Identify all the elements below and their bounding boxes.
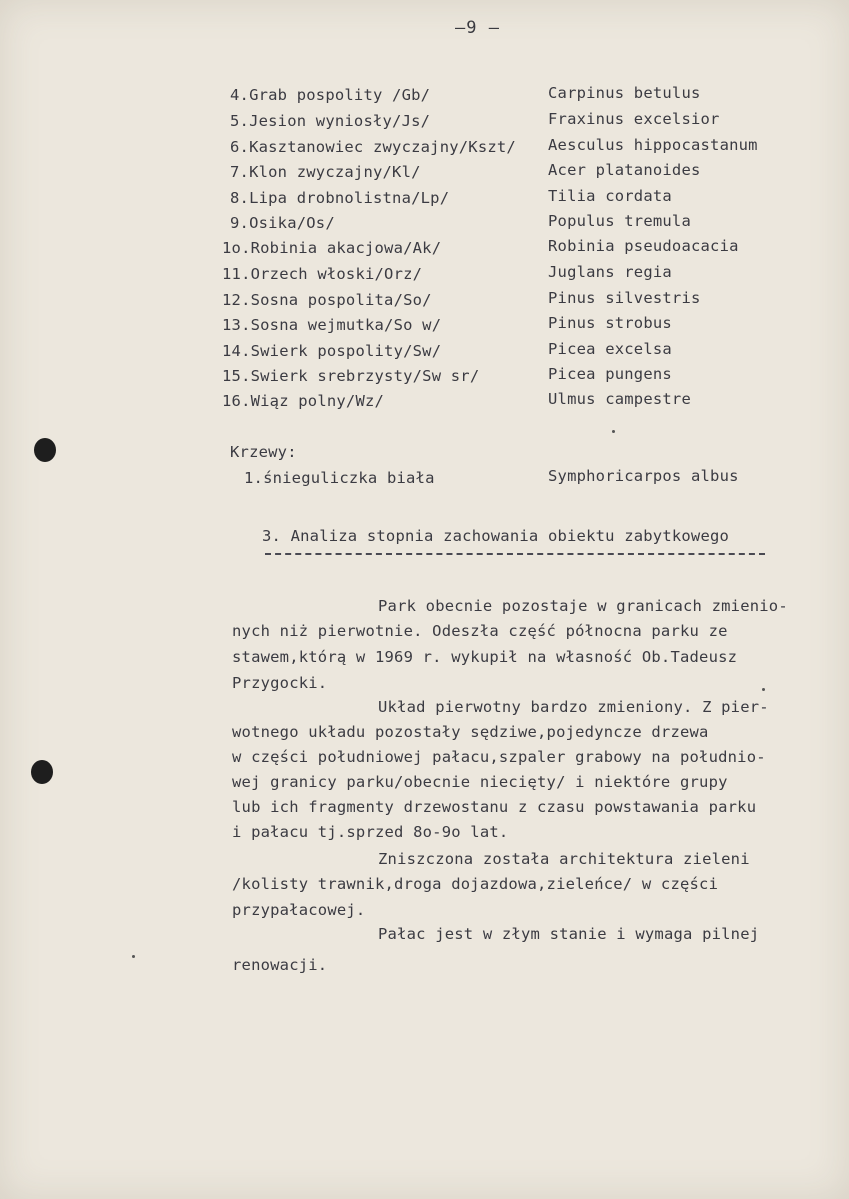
punch-hole xyxy=(34,438,56,462)
species-name: 11.Orzech włoski/Orz/ xyxy=(222,265,423,283)
paragraph-line: stawem,którą w 1969 r. wykupił na własność Ob.Tadeusz xyxy=(232,648,738,666)
paragraph-line: przypałacowej. xyxy=(232,901,366,919)
section-title: 3. Analiza stopnia zachowania obiektu zabytkowego xyxy=(262,527,730,545)
species-name: 4.Grab pospolity /Gb/ xyxy=(230,86,431,104)
species-latin: Carpinus betulus xyxy=(548,84,701,102)
species-latin: Pinus silvestris xyxy=(548,289,701,307)
paper-speck xyxy=(132,955,135,958)
shrub-name: 1.śnieguliczka biała xyxy=(244,469,435,487)
species-latin: Picea pungens xyxy=(548,365,672,383)
species-latin: Robinia pseudoacacia xyxy=(548,237,739,255)
paragraph-line: Układ pierwotny bardzo zmieniony. Z pier- xyxy=(378,698,769,716)
species-name: 7.Klon zwyczajny/Kl/ xyxy=(230,163,421,181)
paragraph-line: /kolisty trawnik,droga dojazdowa,zieleńce/ w części xyxy=(232,875,719,893)
paragraph-line: wotnego układu pozostały sędziwe,pojedyncze drzewa xyxy=(232,723,709,741)
paragraph-line: Pałac jest w złym stanie i wymaga pilnej xyxy=(378,925,760,943)
title-underline xyxy=(265,553,765,555)
punch-hole xyxy=(31,760,53,784)
shrub-latin: Symphoricarpos albus xyxy=(548,467,739,485)
page-number: —9 — xyxy=(455,18,500,38)
species-latin: Ulmus campestre xyxy=(548,390,691,408)
shrubs-heading: Krzewy: xyxy=(230,443,297,461)
paragraph-line: i pałacu tj.sprzed 8o-9o lat. xyxy=(232,823,509,841)
species-name: 5.Jesion wyniosły/Js/ xyxy=(230,112,431,130)
species-name: 1o.Robinia akacjowa/Ak/ xyxy=(222,239,442,257)
species-name: 9.Osika/Os/ xyxy=(230,214,335,232)
paragraph-line: Park obecnie pozostaje w granicach zmienio- xyxy=(378,597,788,615)
species-latin: Populus tremula xyxy=(548,212,691,230)
paragraph-line: lub ich fragmenty drzewostanu z czasu powstawania parku xyxy=(232,798,757,816)
species-name: 14.Swierk pospolity/Sw/ xyxy=(222,342,442,360)
paragraph-line: wej granicy parku/obecnie niecięty/ i niektóre grupy xyxy=(232,773,728,791)
species-latin: Pinus strobus xyxy=(548,314,672,332)
species-name: 6.Kasztanowiec zwyczajny/Kszt/ xyxy=(230,138,516,156)
paragraph-line: Przygocki. xyxy=(232,674,328,692)
species-latin: Acer platanoides xyxy=(548,161,701,179)
species-latin: Fraxinus excelsior xyxy=(548,110,720,128)
species-name: 13.Sosna wejmutka/So w/ xyxy=(222,316,442,334)
paragraph-line: w części południowej pałacu,szpaler grabowy na południo- xyxy=(232,748,766,766)
species-name: 15.Swierk srebrzysty/Sw sr/ xyxy=(222,367,480,385)
species-name: 16.Wiąz polny/Wz/ xyxy=(222,392,385,410)
species-name: 12.Sosna pospolita/So/ xyxy=(222,291,432,309)
species-latin: Juglans regia xyxy=(548,263,672,281)
paragraph-line: nych niż pierwotnie. Odeszła część północna parku ze xyxy=(232,622,728,640)
species-latin: Picea excelsa xyxy=(548,340,672,358)
paragraph-line: Zniszczona została architektura zieleni xyxy=(378,850,750,868)
species-name: 8.Lipa drobnolistna/Lp/ xyxy=(230,189,450,207)
species-latin: Tilia cordata xyxy=(548,187,672,205)
paper-speck xyxy=(762,688,765,691)
species-latin: Aesculus hippocastanum xyxy=(548,136,758,154)
paragraph-line: renowacji. xyxy=(232,956,328,974)
paper-speck xyxy=(612,430,615,433)
